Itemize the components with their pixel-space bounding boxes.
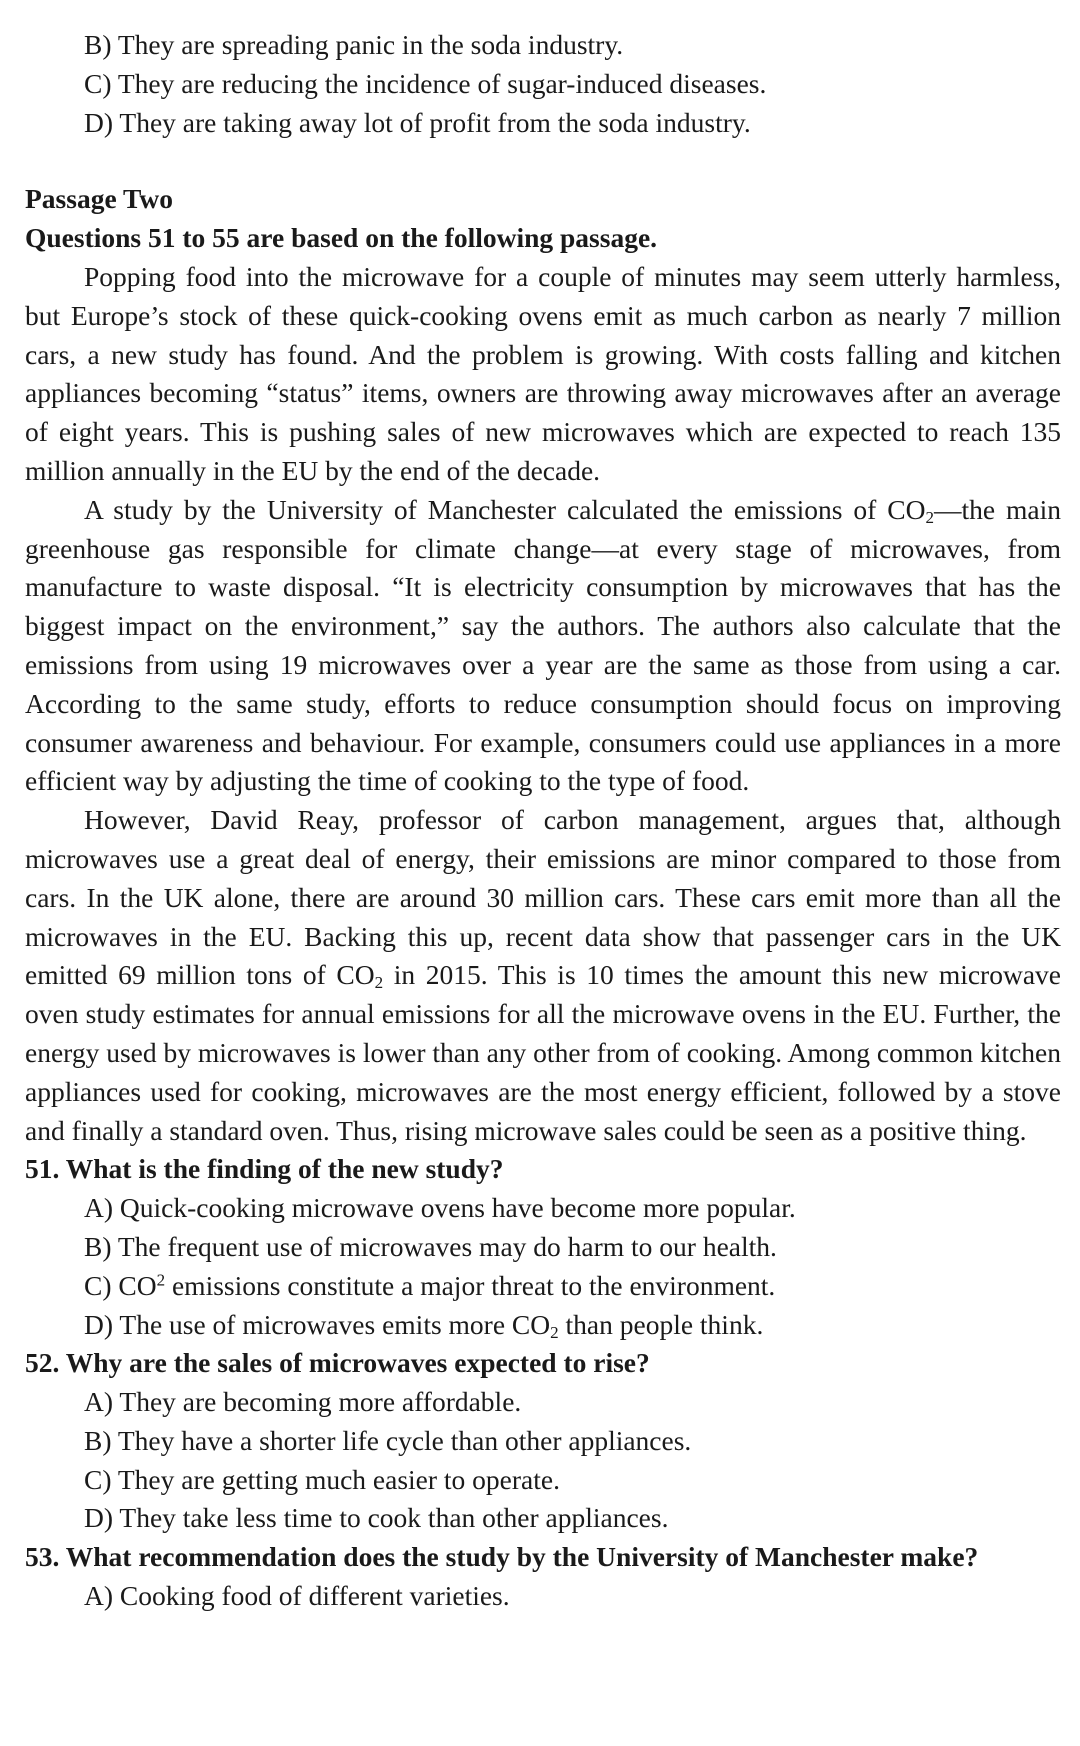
paragraph-3-text-end: in 2015. This is 10 times the amount this new microwave oven study estimates for annual emissions for all the microwave ovens in the EU. Further, the energy used by microwaves is lower than any other from of cooking. Among common kitchen appliances used for cooking, microwaves are the most energy efficient, followed by a stove and finally a standard oven. Thus, rising microwave sales could be seen as a positive thing. [25,959,1061,1146]
q52-option-b: B) They have a shorter life cycle than other appliances. [84,1424,692,1456]
passage-title: Passage Two [25,183,173,215]
section-gap [25,142,1061,180]
passage-paragraph-1: Popping food into the microwave for a couple of minutes may seem utterly harmless, but Europe’s stock of these quick-cooking ovens emit as much carbon as nearly 7 million cars, a new study has found. And the problem is growing. With costs falling and kitchen appliances becoming “status” items, owners are throwing away microwaves after an average of eight years. This is pushing sales of new microwaves which are expected to reach 135 million annually in the EU by the end of the decade. [25,260,1061,486]
q51-option-b: B) The frequent use of microwaves may do harm to our health. [84,1230,777,1262]
paragraph-3-text-start: However, David Reay, professor of carbon management, argues that, although microwaves use a great deal of energy, their emissions are minor compared to those from cars. In the UK alone, there are around 30 million cars. These cars emit more than all the microwaves in the EU. Backing this up, recent data show that passenger cars in the UK emitted 69 million tons of CO [25,804,1061,991]
q52-option-d: D) They take less time to cook than other appliances. [84,1502,669,1534]
document-content [25,26,1061,1616]
co2-superscript: 2 [156,1270,166,1290]
paragraph-2-text-start: A study by the University of Manchester calculated the emissions of CO [84,493,926,525]
passage-subtitle: Questions 51 to 55 are based on the following passage. [25,222,658,254]
q51-option-c [25,1267,1061,1306]
question-52: 52. Why are the sales of microwaves expected to rise? [25,1347,650,1379]
intro-option-c: C) They are reducing the incidence of sugar-induced diseases. [84,67,767,99]
q51-d-text-start: D) The use of microwaves emits more CO [84,1308,551,1340]
q51-c-text-start: C) CO [84,1269,157,1301]
q52-option-a: A) They are becoming more affordable. [84,1386,522,1418]
q51-option-a: A) Quick-cooking microwave ovens have become more popular. [84,1192,796,1224]
q52-option-c: C) They are getting much easier to operate. [84,1463,560,1495]
passage-paragraph-3 [25,801,1061,1150]
intro-option-d: D) They are taking away lot of profit from the soda industry. [84,106,751,138]
question-51: 51. What is the finding of the new study? [25,1153,504,1185]
intro-option-b: B) They are spreading panic in the soda industry. [84,29,624,60]
co2-subscript: 2 [550,1322,559,1342]
co2-subscript: 2 [374,973,384,993]
question-53: 53. What recommendation does the study by the University of Manchester make? [25,1541,979,1573]
passage-paragraph-2 [25,491,1061,801]
q53-option-a: A) Cooking food of different varieties. [84,1580,510,1612]
paragraph-2-text-end: —the main greenhouse gas responsible for climate change—at every stage of microwaves, from manufacture to waste disposal. “It is electricity consumption by microwaves that has the biggest impact on the environment,” say the authors. The authors also calculate that the emissions from using 19 microwaves over a year are the same as those from using a car. According to the same study, efforts to reduce consumption should focus on improving consumer awareness and behaviour. For example, consumers could use appliances in a more efficient way by adjusting the time of cooking to the type of food. [25,493,1061,797]
q51-d-text-end: than people think. [558,1308,764,1340]
q51-option-d [25,1306,1061,1345]
co2-subscript: 2 [925,507,934,527]
q51-c-text-end: emissions constitute a major threat to the environment. [165,1269,776,1301]
